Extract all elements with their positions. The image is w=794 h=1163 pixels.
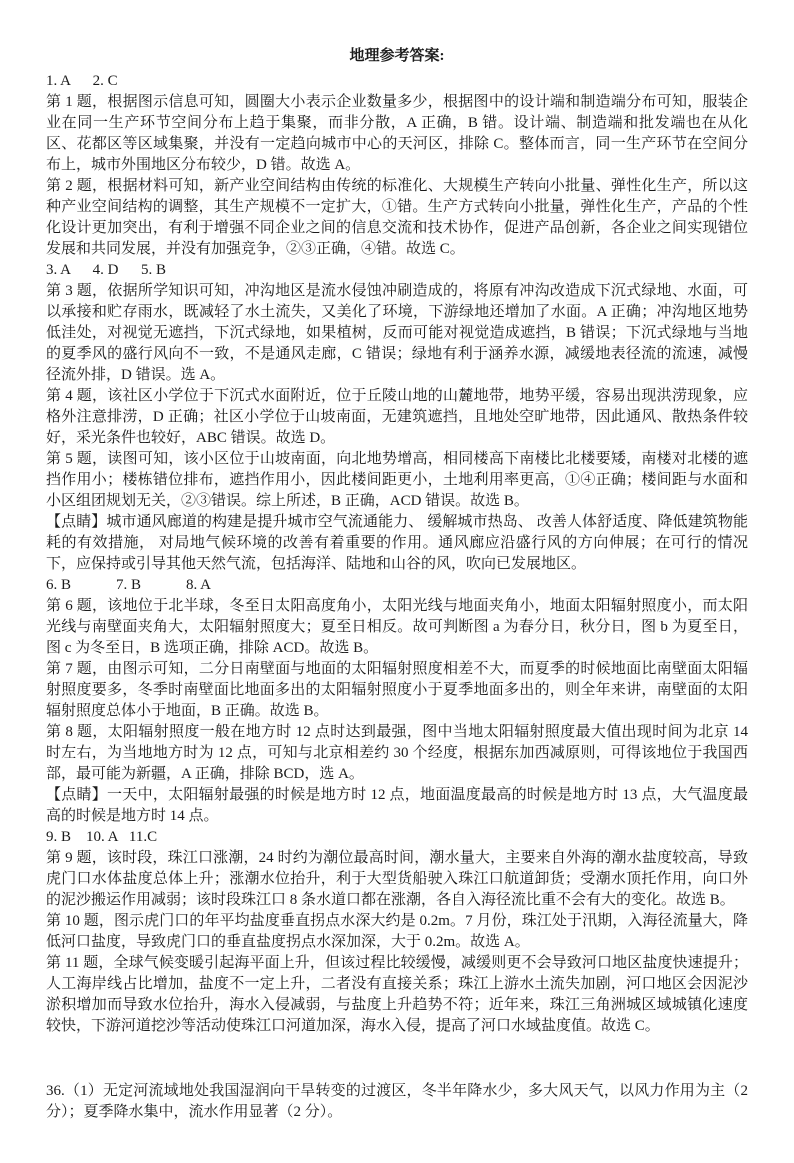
explanation-q4: 第 4 题，该社区小学位于下沉式水面附近，位于丘陵山地的山麓地带，地势平缓，容易出现洪涝现象，应格外注意排涝，D 正确；社区小学位于山坡南面，无建筑遮挡，且地处空旷地带，因此通风、散热条件较好，采光条件也较好，ABC 错误。故选 D。: [46, 388, 748, 446]
explanation-q1: 第 1 题，根据图示信息可知，圆圈大小表示企业数量多少，根据图中的设计端和制造端分布可知，服装企业在同一生产环节空间分布上趋于集聚，而非分散，A 正确，B 错。设计端、制造端和批发端也在从化区、花都区等区域集聚，并没有一定趋向城市中心的天河区，排除 C。整体而言，同一生产环节在空间分布上，城市外围地区分布较少，D 错。故选 A。: [46, 94, 748, 173]
explanation-q10: 第 10 题，图示虎门口的年平均盐度垂直拐点水深大约是 0.2m。7 月份，珠江处于汛期，入海径流量大，降低河口盐度，导致虎门口的垂直盐度拐点水深加深，大于 0.2m。故选 A。: [46, 913, 748, 950]
answer-q36-part1: 36.（1）无定河流域地处我国湿润向干旱转变的过渡区，冬半年降水少，多大风天气，以风力作用为主（2 分）；夏季降水集中，流水作用显著（2 分）。: [46, 1083, 748, 1120]
explanation-q8: 第 8 题，太阳辐射照度一般在地方时 12 点时达到最强，图中当地太阳辐射照度最大值出现时间为北京 14 时左右，为当地地方时为 12 点，可知与北京相差约 30 个经度，根据东加西减原则，可得该地位于我国西部，最可能为新疆，A 正确，排除 BCD，选 A。: [46, 724, 748, 782]
explanation-q3: 第 3 题，依据所学知识可知，冲沟地区是流水侵蚀冲刷造成的，将原有冲沟改造成下沉式绿地、水面，可以承接和贮存雨水，既减轻了水土流失，又美化了环境，下游绿地还增加了水面。A 正确；冲沟地区地势低洼处，对视觉无遮挡，下沉式绿地，如果植树，反而可能对视觉造成遮挡，B 错误；下沉式绿地与当地的夏季风的盛行风向不一致，不是通风走廊，C 错误；绿地有利于涵养水源，减缓地表径流的流速，减慢径流外排，D 错误。选 A。: [46, 283, 748, 383]
answer-line-q9-q11: 9. B 10. A 11.C: [46, 829, 158, 845]
explanation-q5: 第 5 题，读图可知，该小区位于山坡南面，向北地势增高，相同楼高下南楼比北楼要矮，南楼对北楼的遮挡作用小；楼栋错位排布，遮挡作用小，因此楼间距更小，土地利用率更高，①④正确；楼间距与水面和小区组团规划无关，②③错误。综上所述，B 正确，ACD 错误。故选 B。: [46, 451, 748, 509]
highlight-note-2: 【点睛】一天中，太阳辐射最强的时候是地方时 12 点，地面温度最高的时候是地方时 13 点，大气温度最高的时候是地方时 14 点。: [46, 787, 748, 824]
explanation-q9: 第 9 题，该时段，珠江口涨潮，24 时约为潮位最高时间，潮水量大，主要来自外海的潮水盐度较高，导致虎门口水体盐度总体上升；涨潮水位抬升，利于大型货船驶入珠江口航道卸货；受潮水顶托作用，向口外的泥沙搬运作用减弱；该时段珠江口 8 条水道口都在涨潮，各自入海径流比重不会有大的变化。故选 B。: [46, 850, 748, 908]
explanation-q2: 第 2 题，根据材料可知，新产业空间结构由传统的标准化、大规模生产转向小批量、弹性化生产，所以这种产业空间结构的调整，其生产规模不一定扩大，①错。生产方式转向小批量，弹性化生产，产品的个性化设计更加突出，有利于增强不同企业之间的信息交流和技术协作，促进产品创新，各企业之间实现错位发展和共同发展，并没有加强竞争，②③正确，④错。故选 C。: [46, 178, 748, 257]
document-title: 地理参考答案:: [349, 48, 445, 64]
answer-line-q1-q2: 1. A 2. C: [46, 73, 118, 89]
explanation-q11: 第 11 题，全球气候变暖引起海平面上升，但该过程比较缓慢，减缓则更不会导致河口地区盐度快速提升；人工海岸线占比增加，盐度不一定上升，二者没有直接关系；珠江上游水土流失加剧，河口地区会因泥沙淤积增加而导致水位抬升，海水入侵减弱，与盐度上升趋势不符；近年来，珠江三角洲城区域城镇化速度较快，下游河道挖沙等活动使珠江口河道加深，海水入侵，提高了河口水域盐度值。故选 C。: [46, 955, 748, 1034]
explanation-q6: 第 6 题，该地位于北半球，冬至日太阳高度角小，太阳光线与地面夹角小，地面太阳辐射照度小，而太阳光线与南壁面夹角大，太阳辐射照度大；夏至日相反。故可判断图 a 为春分日，秋分日，图 b 为夏至日，图 c 为冬至日，B 选项正确，排除 ACD。故选 B。: [46, 598, 748, 656]
explanation-q7: 第 7 题，由图示可知，二分日南壁面与地面的太阳辐射照度相差不大，而夏季的时候地面比南壁面太阳辐射照度要多，冬季时南壁面比地面多出的太阳辐射照度小于夏季地面多出的，则全年来讲，南壁面的太阳辐射照度总体小于地面，B 正确。故选 B。: [46, 661, 748, 719]
answer-line-q6-q8: 6. B 7. B 8. A: [46, 577, 212, 593]
highlight-note-1: 【点睛】城市通风廊道的构建是提升城市空气流通能力、 缓解城市热岛、 改善人体舒适度、降低建筑物能耗的有效措施， 对局地气候环境的改善有着重要的作用。通风廊应沿盛行风的方向伸展；在可行的情况下，应保持或引导其他天然气流，包括海洋、陆地和山谷的风，吹向已发展地区。: [46, 514, 748, 572]
answer-line-q3-q5: 3. A 4. D 5. B: [46, 262, 167, 278]
